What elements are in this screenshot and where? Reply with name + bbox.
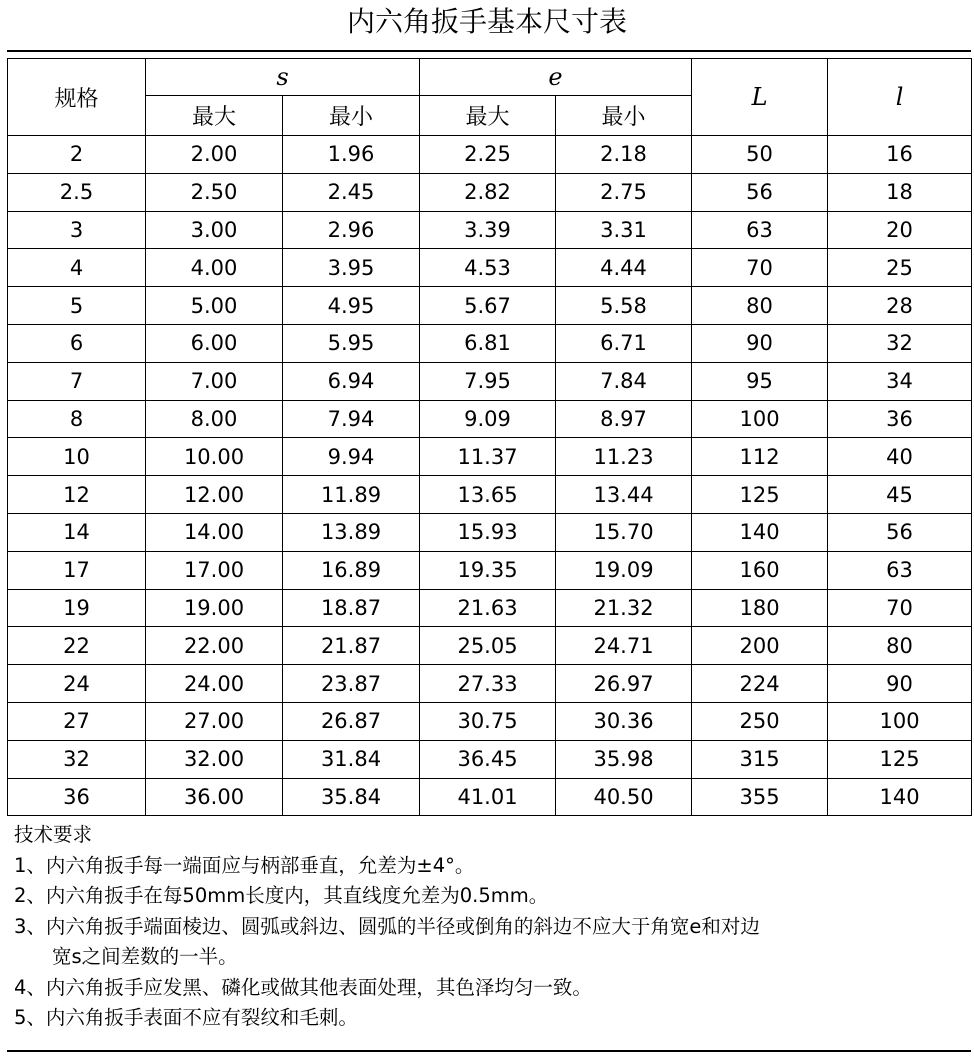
cell-s-max: 5.00 xyxy=(146,287,283,325)
note-item xyxy=(14,851,964,882)
header-s-max: 最大 xyxy=(146,96,283,136)
cell-s-min: 26.87 xyxy=(283,702,420,740)
cell-e-min: 4.44 xyxy=(556,249,692,287)
cell-l: 45 xyxy=(828,476,972,514)
notes-title: 技术要求 xyxy=(14,823,93,846)
cell-e-max: 2.82 xyxy=(420,173,556,211)
cell-e-min: 13.44 xyxy=(556,476,692,514)
cell-L: 140 xyxy=(692,513,828,551)
cell-s-min: 35.84 xyxy=(283,778,420,816)
cell-l: 125 xyxy=(828,740,972,778)
header-spec: 规格 xyxy=(8,59,146,136)
cell-l: 100 xyxy=(828,702,972,740)
cell-s-max: 32.00 xyxy=(146,740,283,778)
cell-s-max: 6.00 xyxy=(146,324,283,362)
cell-s-max: 24.00 xyxy=(146,665,283,703)
cell-l: 36 xyxy=(828,400,972,438)
cell-e-min: 2.75 xyxy=(556,173,692,211)
note-text: 1、内六角扳手每一端面应与柄部垂直，允差为±4°。 xyxy=(14,853,475,877)
table-row xyxy=(8,627,972,665)
cell-e-min: 15.70 xyxy=(556,513,692,551)
header-row-1 xyxy=(8,59,972,96)
cell-spec: 7 xyxy=(8,362,146,400)
table-row xyxy=(8,362,972,400)
cell-L: 90 xyxy=(692,324,828,362)
cell-s-max: 7.00 xyxy=(146,362,283,400)
table-body xyxy=(8,136,972,816)
cell-e-min: 11.23 xyxy=(556,438,692,476)
cell-s-max: 27.00 xyxy=(146,702,283,740)
table-row xyxy=(8,173,972,211)
table-row xyxy=(8,740,972,778)
cell-e-min: 3.31 xyxy=(556,211,692,249)
cell-s-min: 9.94 xyxy=(283,438,420,476)
cell-l: 18 xyxy=(828,173,972,211)
cell-L: 95 xyxy=(692,362,828,400)
cell-spec: 2.5 xyxy=(8,173,146,211)
cell-s-max: 17.00 xyxy=(146,551,283,589)
cell-e-min: 7.84 xyxy=(556,362,692,400)
header-s: s xyxy=(146,59,420,96)
cell-l: 28 xyxy=(828,287,972,325)
cell-e-max: 7.95 xyxy=(420,362,556,400)
note-text: 4、内六角扳手应发黑、磷化或做其他表面处理，其色泽均匀一致。 xyxy=(14,975,592,999)
cell-l: 70 xyxy=(828,589,972,627)
table-row xyxy=(8,249,972,287)
bottom-rule xyxy=(7,1050,971,1052)
cell-s-min: 18.87 xyxy=(283,589,420,627)
header-e: e xyxy=(420,59,692,96)
note-text-continued: 宽s之间差数的一半。 xyxy=(52,945,238,968)
cell-L: 355 xyxy=(692,778,828,816)
table-row xyxy=(8,211,972,249)
cell-s-max: 2.50 xyxy=(146,173,283,211)
cell-e-min: 26.97 xyxy=(556,665,692,703)
cell-spec: 36 xyxy=(8,778,146,816)
cell-l: 63 xyxy=(828,551,972,589)
cell-e-min: 35.98 xyxy=(556,740,692,778)
cell-s-min: 2.45 xyxy=(283,173,420,211)
cell-e-max: 9.09 xyxy=(420,400,556,438)
cell-s-max: 2.00 xyxy=(146,136,283,174)
cell-s-min: 7.94 xyxy=(283,400,420,438)
cell-L: 315 xyxy=(692,740,828,778)
cell-s-min: 21.87 xyxy=(283,627,420,665)
table-row xyxy=(8,665,972,703)
cell-s-max: 19.00 xyxy=(146,589,283,627)
cell-s-max: 4.00 xyxy=(146,249,283,287)
dimension-table xyxy=(7,58,972,816)
cell-spec: 32 xyxy=(8,740,146,778)
cell-L: 100 xyxy=(692,400,828,438)
cell-s-min: 2.96 xyxy=(283,211,420,249)
cell-e-max: 21.63 xyxy=(420,589,556,627)
cell-s-min: 11.89 xyxy=(283,476,420,514)
cell-L: 70 xyxy=(692,249,828,287)
top-rule xyxy=(7,50,971,52)
cell-L: 180 xyxy=(692,589,828,627)
cell-spec: 10 xyxy=(8,438,146,476)
cell-s-min: 5.95 xyxy=(283,324,420,362)
table-row xyxy=(8,589,972,627)
table-row xyxy=(8,400,972,438)
cell-spec: 27 xyxy=(8,702,146,740)
header-L: L xyxy=(692,59,828,136)
header-l: l xyxy=(828,59,972,136)
cell-spec: 14 xyxy=(8,513,146,551)
cell-l: 32 xyxy=(828,324,972,362)
cell-s-min: 31.84 xyxy=(283,740,420,778)
note-item xyxy=(14,912,964,973)
cell-e-min: 5.58 xyxy=(556,287,692,325)
cell-s-max: 12.00 xyxy=(146,476,283,514)
cell-L: 125 xyxy=(692,476,828,514)
cell-s-min: 23.87 xyxy=(283,665,420,703)
table-row xyxy=(8,438,972,476)
table-row xyxy=(8,287,972,325)
cell-e-max: 11.37 xyxy=(420,438,556,476)
table-row xyxy=(8,136,972,174)
note-item xyxy=(14,881,964,912)
cell-s-max: 3.00 xyxy=(146,211,283,249)
cell-e-min: 8.97 xyxy=(556,400,692,438)
cell-e-max: 41.01 xyxy=(420,778,556,816)
cell-L: 63 xyxy=(692,211,828,249)
cell-s-min: 6.94 xyxy=(283,362,420,400)
cell-e-max: 5.67 xyxy=(420,287,556,325)
cell-l: 20 xyxy=(828,211,972,249)
cell-e-max: 3.39 xyxy=(420,211,556,249)
cell-e-max: 19.35 xyxy=(420,551,556,589)
cell-l: 140 xyxy=(828,778,972,816)
cell-e-max: 4.53 xyxy=(420,249,556,287)
cell-L: 200 xyxy=(692,627,828,665)
cell-s-max: 10.00 xyxy=(146,438,283,476)
table-row xyxy=(8,778,972,816)
cell-L: 80 xyxy=(692,287,828,325)
header-s-min: 最小 xyxy=(283,96,420,136)
cell-e-min: 24.71 xyxy=(556,627,692,665)
cell-e-min: 2.18 xyxy=(556,136,692,174)
cell-L: 224 xyxy=(692,665,828,703)
technical-requirements xyxy=(14,820,964,1034)
cell-s-min: 3.95 xyxy=(283,249,420,287)
cell-e-max: 27.33 xyxy=(420,665,556,703)
page-title: 内六角扳手基本尺寸表 xyxy=(346,5,627,38)
cell-L: 112 xyxy=(692,438,828,476)
table-row xyxy=(8,551,972,589)
cell-spec: 6 xyxy=(8,324,146,362)
cell-s-max: 22.00 xyxy=(146,627,283,665)
cell-e-max: 6.81 xyxy=(420,324,556,362)
cell-e-min: 6.71 xyxy=(556,324,692,362)
cell-L: 250 xyxy=(692,702,828,740)
cell-e-max: 15.93 xyxy=(420,513,556,551)
table-row xyxy=(8,476,972,514)
cell-l: 34 xyxy=(828,362,972,400)
cell-spec: 12 xyxy=(8,476,146,514)
cell-L: 50 xyxy=(692,136,828,174)
cell-spec: 8 xyxy=(8,400,146,438)
cell-e-min: 40.50 xyxy=(556,778,692,816)
table-row xyxy=(8,324,972,362)
cell-spec: 17 xyxy=(8,551,146,589)
cell-l: 56 xyxy=(828,513,972,551)
cell-l: 90 xyxy=(828,665,972,703)
cell-spec: 3 xyxy=(8,211,146,249)
cell-spec: 22 xyxy=(8,627,146,665)
cell-s-max: 8.00 xyxy=(146,400,283,438)
cell-l: 25 xyxy=(828,249,972,287)
cell-e-max: 13.65 xyxy=(420,476,556,514)
header-e-min: 最小 xyxy=(556,96,692,136)
cell-e-min: 21.32 xyxy=(556,589,692,627)
cell-e-min: 30.36 xyxy=(556,702,692,740)
cell-s-max: 14.00 xyxy=(146,513,283,551)
header-e-max: 最大 xyxy=(420,96,556,136)
note-item xyxy=(14,1003,964,1034)
cell-s-min: 16.89 xyxy=(283,551,420,589)
table-header xyxy=(8,59,972,136)
cell-spec: 5 xyxy=(8,287,146,325)
cell-s-max: 36.00 xyxy=(146,778,283,816)
cell-l: 80 xyxy=(828,627,972,665)
note-text: 2、内六角扳手在每50mm长度内，其直线度允差为0.5mm。 xyxy=(14,884,549,907)
note-text: 3、内六角扳手端面棱边、圆弧或斜边、圆弧的半径或倒角的斜边不应大于角宽e和对边 xyxy=(14,914,760,938)
cell-s-min: 13.89 xyxy=(283,513,420,551)
note-item xyxy=(14,973,964,1004)
cell-e-min: 19.09 xyxy=(556,551,692,589)
cell-l: 16 xyxy=(828,136,972,174)
cell-s-min: 4.95 xyxy=(283,287,420,325)
cell-spec: 19 xyxy=(8,589,146,627)
cell-spec: 4 xyxy=(8,249,146,287)
cell-e-max: 30.75 xyxy=(420,702,556,740)
cell-spec: 24 xyxy=(8,665,146,703)
cell-s-min: 1.96 xyxy=(283,136,420,174)
cell-e-max: 2.25 xyxy=(420,136,556,174)
cell-L: 160 xyxy=(692,551,828,589)
cell-l: 40 xyxy=(828,438,972,476)
table-row xyxy=(8,513,972,551)
cell-L: 56 xyxy=(692,173,828,211)
cell-e-max: 36.45 xyxy=(420,740,556,778)
note-text: 5、内六角扳手表面不应有裂纹和毛刺。 xyxy=(14,1006,358,1029)
cell-e-max: 25.05 xyxy=(420,627,556,665)
cell-spec: 2 xyxy=(8,136,146,174)
table-row xyxy=(8,702,972,740)
